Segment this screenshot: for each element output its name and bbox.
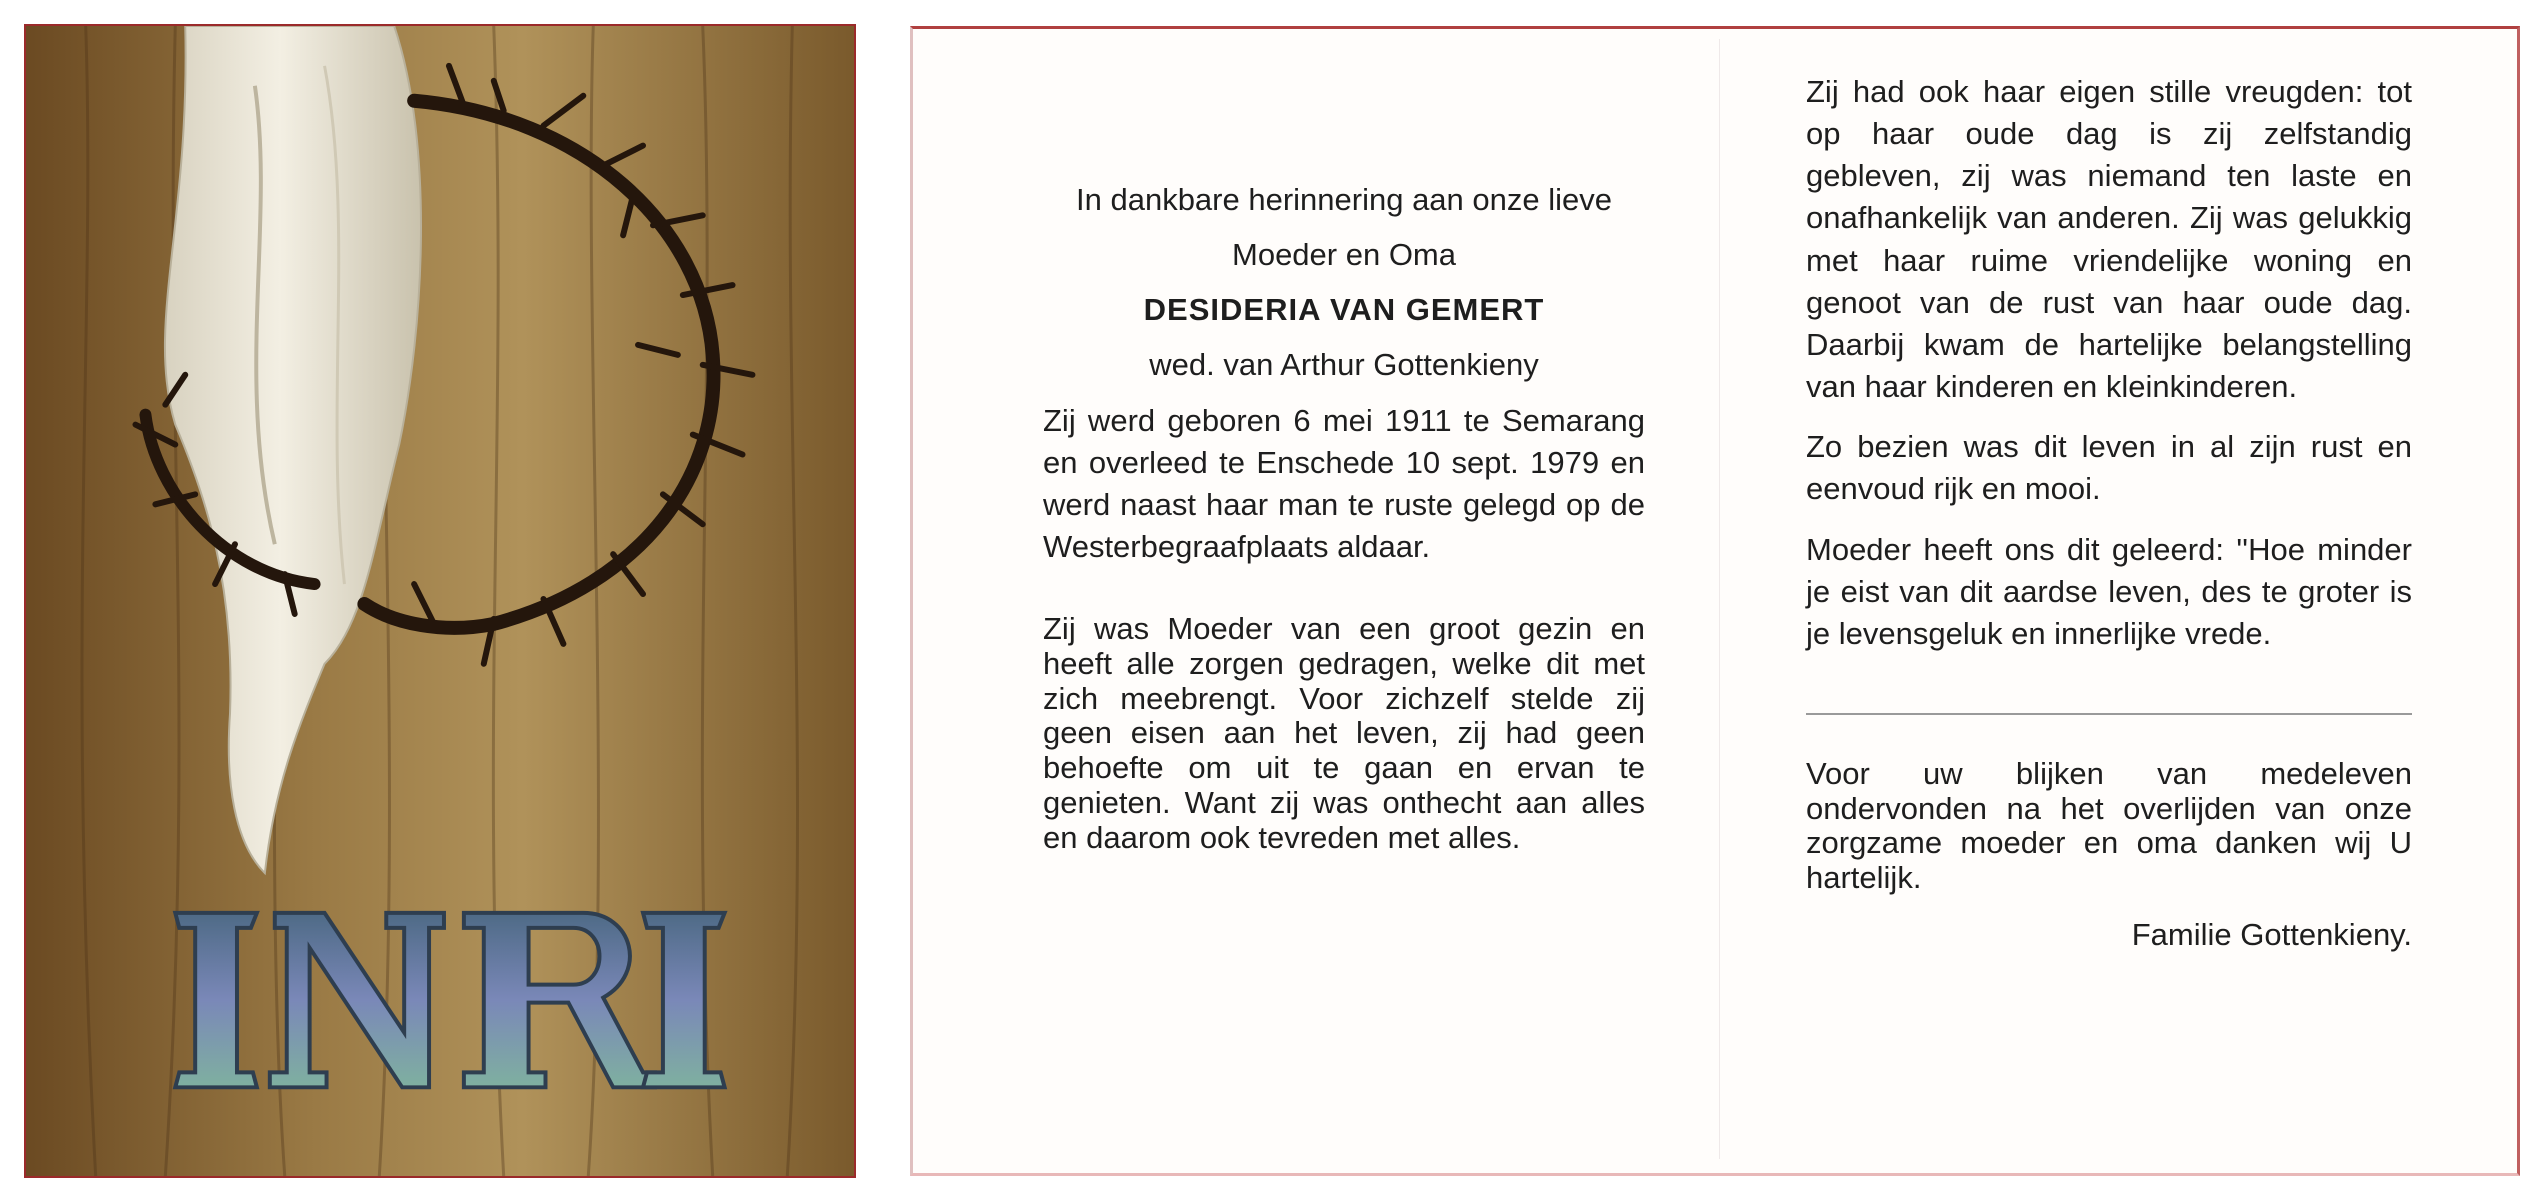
intro-line: In dankbare herinnering aan onze lieve: [1076, 182, 1612, 217]
memorial-picture: [26, 26, 854, 1176]
thanks-paragraph: Voor uw blijken van medeleven ondervonden na het overlijden van onze zorgzame moeder en oma danken wij U hartelijk.: [1806, 756, 2412, 896]
intro-relation: Moeder en Oma: [1232, 237, 1456, 273]
deceased-name: DESIDERIA VAN GEMERT: [1143, 292, 1545, 328]
life-paragraph: Zo bezien was dit leven in al zijn rust en eenvoud rijk en mooi.: [1806, 429, 2412, 507]
mother-paragraph: Zij was Moeder van een groot gezin en heeft alle zorgen gedragen, welke dit met zich meebrengt. Voor zichzelf stelde zij geen eisen aan het leven, zij had geen behoefte om uit te gaan en ervan te genieten. Want zij was onthecht aan alles en daarom ook tevreden met alles.: [1043, 611, 1645, 855]
lesson-paragraph: Moeder heeft ons dit geleerd: ''Hoe minder je eist van dit aardse leven, des te groter is je levensgeluk en innerlijke vrede.: [1806, 531, 2412, 651]
widow-of-line: wed. van Arthur Gottenkieny: [1149, 347, 1539, 383]
divider-line: [1806, 713, 2412, 715]
intro-block: [1043, 179, 1645, 568]
memorial-card-inside: [910, 26, 2520, 1176]
joys-paragraph: Zij had ook haar eigen stille vreugden: tot op haar oude dag is zij zelfstandig gebleven, zij was niemand ten laste en onafhankelijk van anderen. Zij was gelukkig met haar ruime vriendelijke woning en genoot van de rust van haar oude dag. Daarbij kwam de hartelijke belangstelling van haar kinderen en kleinkinderen.: [1806, 74, 2412, 405]
front-illustration: [24, 24, 856, 1178]
birth-death-paragraph: Zij werd geboren 6 mei 1911 te Semarang en overleed te Enschede 10 sept. 1979 en werd naast haar man te ruste gelegd op de Westerbegraafplaats aldaar.: [1043, 402, 1645, 565]
right-column: [1806, 71, 2412, 974]
left-column: [1043, 179, 1645, 855]
card-fold-line: [1719, 39, 1720, 1159]
family-signature: Familie Gottenkieny.: [2131, 916, 2412, 952]
wood-board: [26, 26, 854, 1176]
